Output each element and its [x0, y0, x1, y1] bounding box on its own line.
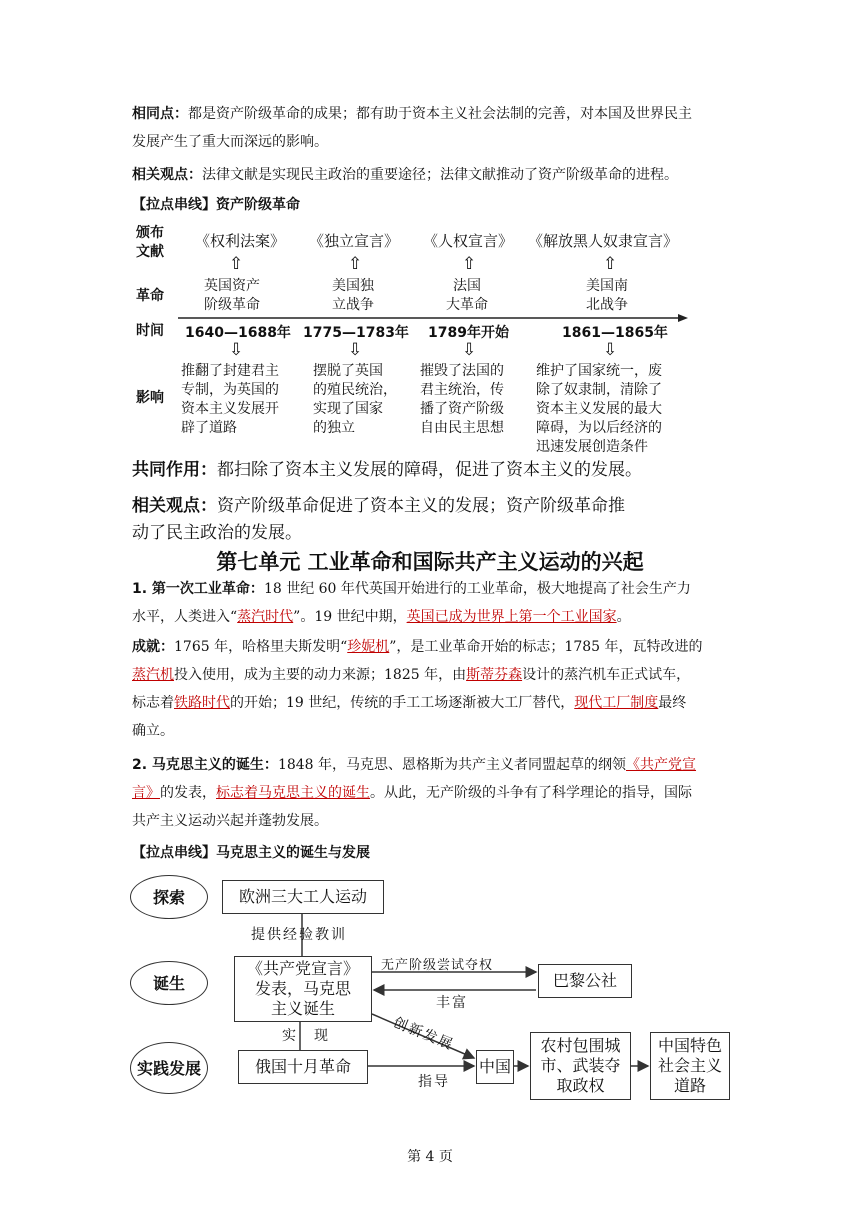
- up-arrow-icon: ⇧: [348, 254, 363, 274]
- row-label-time: 时间: [136, 323, 164, 339]
- rev-american-civil-war: 美国南 北战争: [586, 278, 628, 313]
- box-paris-commune: 巴黎公社: [538, 964, 632, 998]
- row-label-impact: 影响: [136, 390, 164, 406]
- achievements-paragraph: 成就：1765 年，哈格里夫斯发明“珍妮机”，是工业革命开始的标志；1785 年，瓦特改进的 蒸汽机投入使用，成为主要的动力来源；1825 年，由斯蒂芬森设计的蒸汽机车正式试车， 标志着铁路时代的开始；19 世纪，传统的手工工场逐渐被大工厂替代，现代工厂制度最终 确立。: [132, 639, 703, 739]
- marxism-birth-paragraph: 2. 马克思主义的诞生：1848 年，马克思、恩格斯为共产主义者同盟起草的纲领《共产党宣 言》的发表，标志着马克思主义的诞生。从此，无产阶级的斗争有了科学理论的指导，国际 共产主义运动兴起并蓬勃发展。: [132, 757, 697, 829]
- doc-bill-of-rights: 《权利法案》: [195, 232, 286, 250]
- row-label-revolution: 革命: [136, 288, 164, 304]
- section-header-bourgeois: 【拉点串线】资产阶级革命: [132, 197, 300, 213]
- year-french: 1789年开始: [428, 325, 509, 341]
- impact-english: 推翻了封建君主 专制，为英国的 资本主义发展开 辟了道路: [181, 363, 279, 436]
- label-guide: 指导: [418, 1074, 450, 1090]
- year-english: 1640—1688年: [185, 325, 291, 341]
- down-arrow-icon: ⇩: [348, 340, 363, 360]
- rev-english: 英国资产 阶级革命: [204, 278, 260, 313]
- rev-american: 美国独 立战争: [332, 278, 374, 313]
- box-communist-manifesto: 《共产党宣言》 发表，马克思 主义诞生: [234, 956, 372, 1022]
- unit-title: 第七单元 工业革命和国际共产主义运动的兴起: [216, 550, 644, 574]
- impact-civil-war: 维护了国家统一，废 除了奴隶制，清除了 资本主义发展的最大 障碍，为以后经济的 迅速发展创造条件: [536, 363, 662, 455]
- box-china: 中国: [476, 1050, 514, 1084]
- impact-american: 摆脱了英国 的殖民统治， 实现了国家 的独立: [313, 363, 397, 436]
- label-realize: 实 现: [282, 1028, 330, 1044]
- label-experience: 提供经验教训: [251, 927, 347, 943]
- down-arrow-icon: ⇩: [603, 340, 618, 360]
- industrial-revolution-paragraph: 1. 第一次工业革命：18 世纪 60 年代英国开始进行的工业革命，极大地提高了社会生产力 水平，人类进入“蒸汽时代”。19 世纪中期，英国已成为世界上第一个工业国家。: [132, 581, 691, 625]
- related-view-paragraph: 相关观点：法律文献是实现民主政治的重要途径；法律文献推动了资产阶级革命的进程。: [132, 167, 678, 183]
- page-number: 第 4 页: [407, 1149, 453, 1165]
- doc-rights-of-man: 《人权宣言》: [423, 232, 514, 250]
- oval-birth: 诞生: [130, 961, 208, 1005]
- rev-french: 法国 大革命: [446, 278, 488, 313]
- up-arrow-icon: ⇧: [229, 254, 244, 274]
- row-label-doc: 颁布 文献: [136, 225, 164, 260]
- oval-explore: 探索: [130, 875, 208, 919]
- common-effect: 共同作用：都扫除了资本主义发展的障碍，促进了资本主义的发展。: [132, 460, 642, 480]
- doc-emancipation-proclamation: 《解放黑人奴隶宣言》: [528, 232, 679, 250]
- up-arrow-icon: ⇧: [462, 254, 477, 274]
- box-european-labor-movements: 欧洲三大工人运动: [222, 880, 384, 914]
- box-rural-encircle-cities: 农村包围城 市、武装夺 取政权: [530, 1032, 631, 1100]
- label-proletariat-attempt: 无产阶级尝试夺权: [381, 958, 494, 973]
- impact-french: 摧毁了法国的 君主统治，传 播了资产阶级 自由民主思想: [420, 363, 504, 436]
- same-points-paragraph: 相同点：都是资产阶级革命的成果；都有助于资本主义社会法制的完善，对本国及世界民主 发展产生了重大而深远的影响。: [132, 106, 692, 150]
- down-arrow-icon: ⇩: [462, 340, 477, 360]
- section-header-marxism: 【拉点串线】马克思主义的诞生与发展: [132, 845, 370, 861]
- label-enrich: 丰富: [436, 995, 468, 1011]
- box-chinese-socialism: 中国特色 社会主义 道路: [650, 1032, 730, 1100]
- box-october-revolution: 俄国十月革命: [238, 1050, 368, 1084]
- year-american: 1775—1783年: [303, 325, 409, 341]
- label-innovative-development: 创新发展: [390, 1014, 457, 1054]
- up-arrow-icon: ⇧: [603, 254, 618, 274]
- year-civil-war: 1861—1865年: [562, 325, 668, 341]
- down-arrow-icon: ⇩: [229, 340, 244, 360]
- doc-declaration-independence: 《独立宣言》: [309, 232, 400, 250]
- oval-practice: 实践 发展: [130, 1042, 208, 1094]
- timeline-related-view: 相关观点：资产阶级革命促进了资本主义的发展；资产阶级革命推 动了民主政治的发展。: [132, 496, 625, 543]
